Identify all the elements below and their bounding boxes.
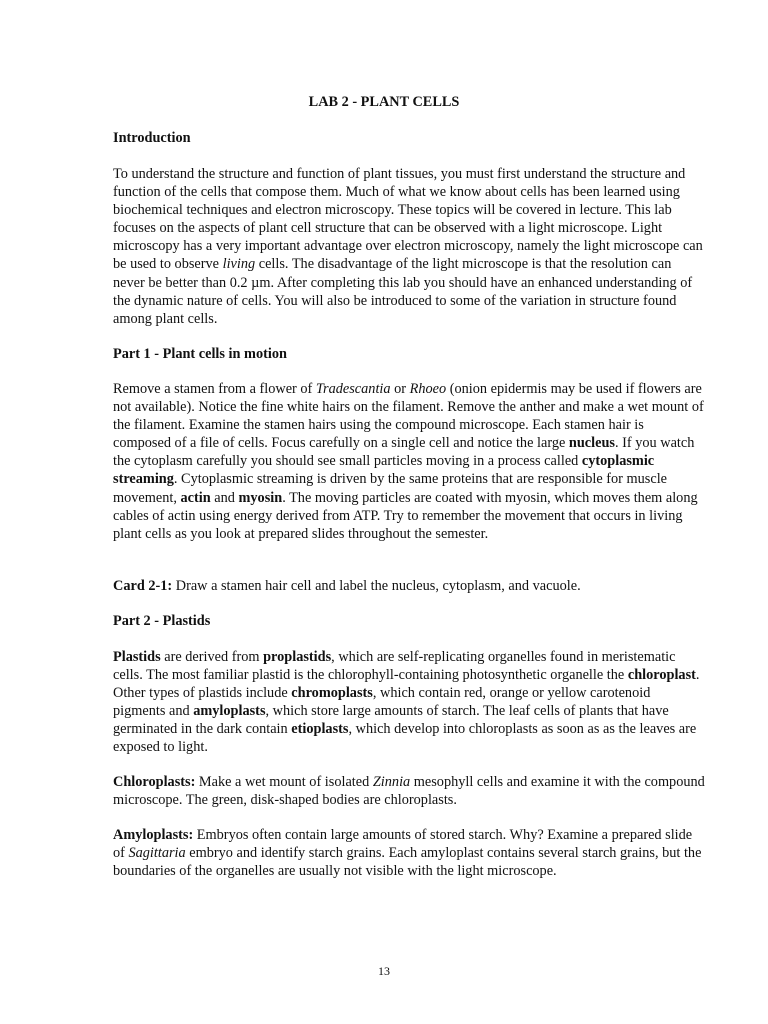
part2-text: , which contain red, orange or yellow carotenoid pigments and	[113, 685, 651, 720]
page-title: LAB 2 - PLANT CELLS	[308, 94, 460, 110]
term-cytoplasmic-streaming: cytoplasmic streaming	[113, 453, 655, 488]
amyloplasts-label: Amyloplasts:	[113, 827, 194, 843]
card-text: Draw a stamen hair cell and label the nucleus, cytoplasm, and vacuole.	[172, 578, 581, 594]
term-tradescantia: Tradescantia	[315, 381, 391, 397]
part1-heading: Part 1 - Plant cells in motion	[113, 346, 287, 362]
term-actin: actin	[180, 489, 211, 506]
card-2-1	[113, 577, 705, 595]
term-chromoplasts: chromoplasts	[291, 685, 373, 702]
part2-text: , which develop into chloroplasts as soon as as the leaves are exposed to light.	[113, 721, 697, 756]
part1-text: or	[390, 381, 410, 397]
term-sagittaria: Sagittaria	[128, 845, 186, 862]
intro-text-1: To understand the structure and function of plant tissues, you must first understand the structure and function of the cells that compose them. Much of what we know about cells has been learned using biochemical techniques and electron microscopy. These topics will be covered in lecture. This lab focuses on the aspects of plant cell structure that can be observed with a light microscope. Light microscopy has a very important advantage over electron microscopy, namely the light microscope can be used to observe	[113, 166, 703, 273]
introduction-heading: Introduction	[113, 130, 191, 146]
part1-text: . The moving particles are coated with myosin, which moves them along cables of actin using energy derived from ATP. Try to remember the movement that occurs in living plant cells as you look at prepared slides throughout the semester.	[113, 489, 698, 542]
intro-living: living	[222, 256, 256, 273]
term-myosin: myosin	[238, 489, 283, 506]
part1-paragraph	[113, 380, 705, 543]
part2-text: , which store large amounts of starch. The leaf cells of plants that have germinated in the dark contain	[113, 703, 669, 738]
term-etioplasts: etioplasts	[291, 721, 349, 738]
part1-text: (onion epidermis may be used if flowers are not available). Notice the fine white hairs on the filament. Remove the anther and make a wet mount of the filament. Examine the stamen hairs using the compound microscope. Each stamen hair is composed of a file of cells. Focus carefully on a single cell and notice the large	[113, 381, 704, 452]
page-number: 13	[378, 964, 390, 978]
term-nucleus: nucleus	[568, 435, 615, 452]
term-rhoeo: Rhoeo	[409, 381, 447, 397]
part2-heading: Part 2 - Plastids	[113, 613, 211, 629]
part2-text: . Other types of plastids include	[113, 667, 700, 702]
part1-text: . If you watch the cytoplasm carefully you should see small particles moving in a process called	[113, 435, 695, 470]
part1-text: and	[210, 489, 239, 506]
amyloplasts-paragraph	[113, 826, 705, 880]
chloroplasts-label: Chloroplasts:	[113, 774, 196, 790]
term-chloroplast: chloroplast	[627, 667, 696, 684]
introduction-paragraph	[113, 165, 705, 328]
term-zinnia: Zinnia	[372, 774, 411, 790]
part1-text: Remove a stamen from a flower of	[113, 381, 316, 397]
part2-paragraph	[113, 648, 705, 757]
part2-text: , which are self-replicating organelles found in meristematic cells. The most familiar plastid is the chlorophyll-containing photosynthetic organelle the	[113, 649, 676, 684]
term-amyloplasts: amyloplasts	[193, 703, 266, 720]
chloroplasts-text: mesophyll cells and examine it with the compound microscope. The green, disk-shaped bodies are chloroplasts.	[113, 774, 705, 809]
term-proplastids: proplastids	[263, 649, 332, 665]
part2-text: are derived from	[160, 649, 264, 665]
chloroplasts-paragraph	[113, 773, 705, 809]
card-label: Card 2-1:	[113, 578, 173, 594]
amyloplasts-text: Embryos often contain large amounts of stored starch. Why? Examine a prepared slide of	[113, 827, 693, 862]
amyloplasts-text: embryo and identify starch grains. Each amyloplast contains several starch grains, but the boundaries of the organelles are usually not visible with the light microscope.	[113, 845, 702, 880]
intro-text-2: cells. The disadvantage of the light microscope is that the resolution can never be better than 0.2 µm. After completing this lab you should have an enhanced understanding of the dynamic nature of cells. You will also be introduced to some of the variation in structure found among plant cells.	[113, 256, 693, 327]
part1-text: . Cytoplasmic streaming is driven by the same proteins that are responsible for muscle movement,	[113, 471, 668, 506]
chloroplasts-text: Make a wet mount of isolated	[195, 774, 373, 790]
term-plastids: Plastids	[113, 649, 161, 665]
